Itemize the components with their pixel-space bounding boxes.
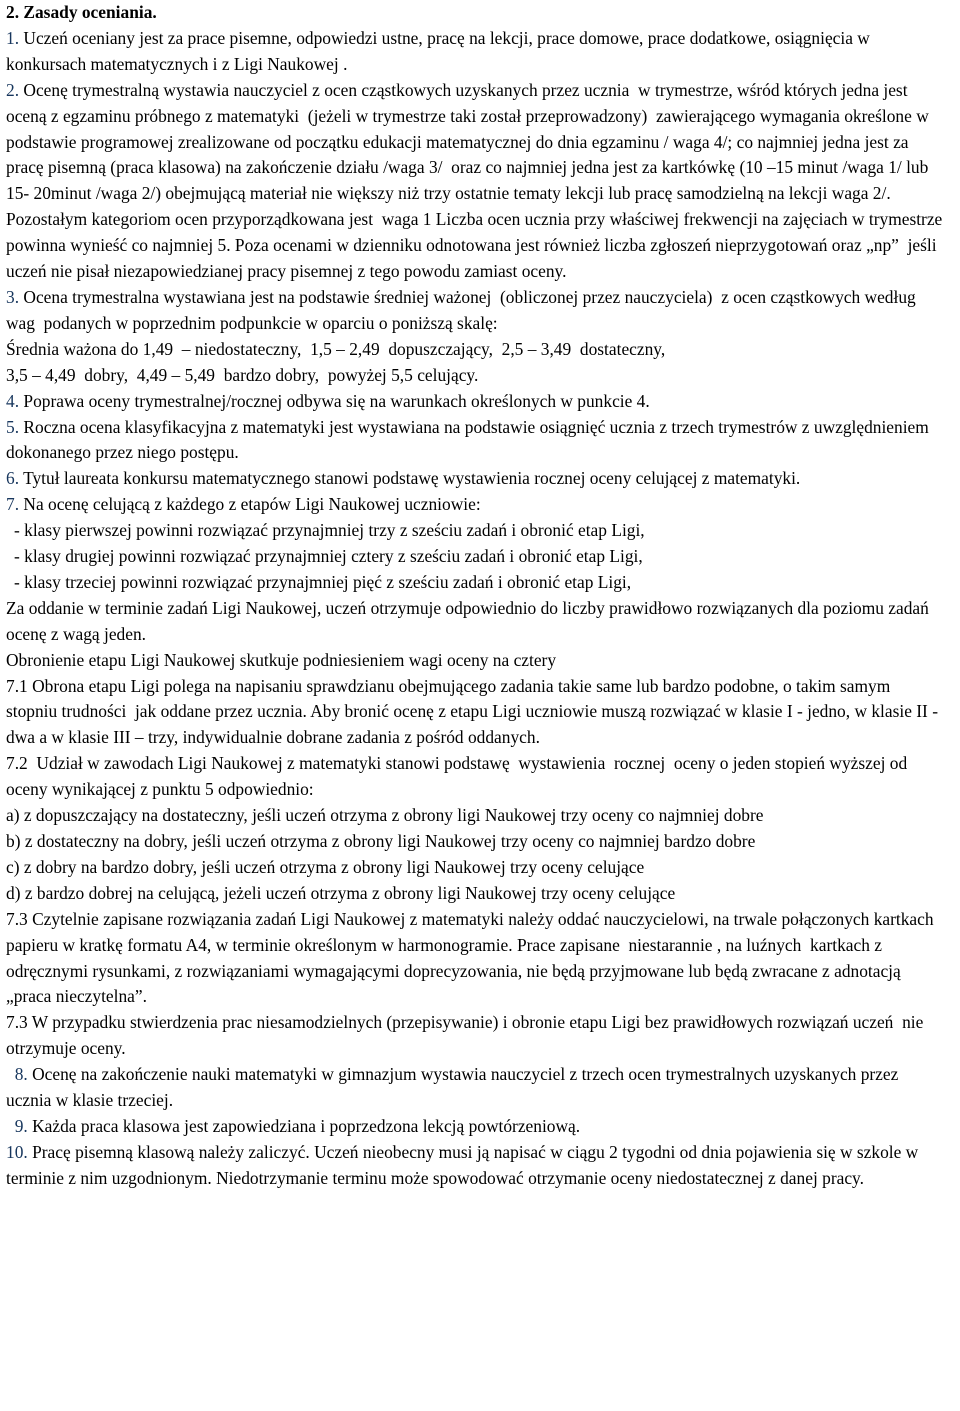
rule-5 [6,415,944,467]
section-heading: 2. Zasady oceniania. [6,2,157,22]
rule-1 [6,26,944,78]
rule-text: Pracę pisemną klasową należy zaliczyć. Uczeń nieobecny musi ją napisać w ciągu 2 tygodni od dnia pojawienia się w szkole w terminie z nim uzgodnionym. Niedotrzymanie terminu może spowodować otrzymanie oceny niedostatecznej z danej pracy. [6,1141,923,1188]
rule-number: 7. [6,494,20,515]
rule-text: Poprawa oceny trymestralnej/rocznej odbywa się na warunkach określonych w punkcie 4. [19,390,650,411]
paragraph-obronienie: Obronienie etapu Ligi Naukowej skutkuje podniesieniem wagi oceny na cztery [6,649,557,670]
rule-number: 3. [6,286,20,307]
rule-lead [6,1064,15,1084]
paragraph-7-3b: 7.3 W przypadku stwierdzenia prac niesamodzielnych (przepisywanie) i obronie etapu Ligi bez prawidłowych rozwiązań uczeń nie otrzymuje oceny. [6,1012,928,1059]
rule-text: Na ocenę celującą z każdego z etapów Ligi Naukowej uczniowie: [19,494,481,515]
rule-2 [6,78,947,285]
rule-number: 9. [14,1115,28,1136]
sub-item-a: a) z dopuszczający na dostateczny, jeśli uczeń otrzyma z obrony ligi Naukowej trzy oceny co najmniej dobre [6,805,764,826]
paragraph-oddanie: Za oddanie w terminie zadań Ligi Naukowej, uczeń otrzymuje odpowiednio do liczby prawidłowo rozwiązanych dla poziomu zadań ocenę z wagą jeden. [6,597,934,644]
rule-10 [6,1140,944,1192]
rule-lead [6,1116,15,1136]
rule-4 [6,389,944,415]
rule-text: Tytuł laureata konkursu matematycznego stanowi podstawę wystawienia rocznej oceny celującej z matematyki. [19,468,801,489]
bullet-item: - klasy trzeciej powinni rozwiązać przynajmniej pięć z sześciu zadań i obronić etap Ligi, [14,571,632,592]
rule-text: Ocenę trymestralną wystawia nauczyciel z ocen cząstkowych uzyskanych przez ucznia w trymestrze, wśród których jedna jest oceną z egzaminu próbnego z matematyki (jeżeli w trymestrze taki został przeprowadzony) zawierającego wymagania określone w podstawie programowej zrealizowane od początku edukacji matematycznej do dnia egzaminu / waga 4/; co najmniej jedna jest za pracę pisemną (praca klasowa) na zakończenie działu /waga 3/ oraz co najmniej jedna jest za kartkówkę (10 –15 minut /waga 1/ lub 15- 20minut /waga 2/) obejmującą materiał nie większy niż trzy ostatnie tematy lekcji lub pracę samodzielną na lekcji waga 2/. Pozostałym kategoriom ocen przyporządkowana jest waga 1 Liczba ocen ucznia przy właściwej frekwencji na zajęciach w trymestrze powinna wynieść co najmniej 5. Poza ocenami w dzienniku odnotowana jest również liczba zgłoszeń nieprzygotowań oraz „np” jeśli uczeń nie pisał niezapowiedzianej pracy pisemnej z tego powodu zamiast oceny. [6,79,947,282]
sub-item-c: c) z dobry na bardzo dobry, jeśli uczeń otrzyma z obrony ligi Naukowej trzy oceny celujące [6,856,645,877]
rule-number: 8. [14,1064,28,1085]
paragraph-7-2: 7.2 Udział w zawodach Ligi Naukowej z matematyki stanowi podstawę wystawienia rocznej oceny o jeden stopień wyższej od oceny wynikającej z punktu 5 odpowiednio: [6,753,912,800]
rule-8 [6,1062,944,1114]
rule-text: Ocenę na zakończenie nauki matematyki w gimnazjum wystawia nauczyciel z trzech ocen trymestralnych uzyskanych przez ucznia w klasie trzeciej. [6,1064,903,1111]
grade-scale-line-2: 3,5 – 4,49 dobry, 4,49 – 5,49 bardzo dobry, powyżej 5,5 celujący. [6,364,479,385]
rule-text: Każda praca klasowa jest zapowiedziana i poprzedzona lekcją powtórzeniową. [27,1115,581,1136]
paragraph-7-3a: 7.3 Czytelnie zapisane rozwiązania zadań Ligi Naukowej z matematyki należy oddać nauczycielowi, na trwale połączonych kartkach papieru w kratkę formatu A4, w terminie określonym w harmonogramie. Prace zapisane niestarannie , na luźnych kartkach z odręcznymi rysunkami, z rozwiązaniami wymagającymi doprecyzowania, nie będą przyjmowane lub będą zwracane z adnotacją „praca nieczytelna”. [6,908,938,1007]
rule-text: Uczeń oceniany jest za prace pisemne, odpowiedzi ustne, pracę na lekcji, prace domowe, prace dodatkowe, osiągnięcia w konkursach matematycznych i z Ligi Naukowej . [6,27,875,74]
rule-number: 5. [6,416,20,437]
rule-3 [6,285,944,337]
rule-number: 4. [6,390,20,411]
rule-number: 2. [6,79,20,100]
rule-number: 6. [6,468,20,489]
grade-scale-line-1: Średnia ważona do 1,49 – niedostateczny, 1,5 – 2,49 dopuszczający, 2,5 – 3,49 dostateczny, [6,338,666,359]
rule-text: Ocena trymestralna wystawiana jest na podstawie średniej ważonej (obliczonej przez nauczyciela) z ocen cząstkowych według wag podanych w poprzednim podpunkcie w oparciu o poniższą skalę: [6,286,921,333]
rule-6 [6,466,944,492]
rule-number: 10. [6,1141,28,1162]
rule-7 [6,492,944,518]
rule-9 [6,1114,944,1140]
sub-item-d: d) z bardzo dobrej na celującą, jeżeli uczeń otrzyma z obrony ligi Naukowej trzy oceny celujące [6,882,676,903]
rule-number: 1. [6,27,20,48]
bullet-item: - klasy pierwszej powinni rozwiązać przynajmniej trzy z sześciu zadań i obronić etap Ligi, [14,520,645,541]
sub-item-b: b) z dostateczny na dobry, jeśli uczeń otrzyma z obrony ligi Naukowej trzy oceny co najmniej bardzo dobre [6,831,756,851]
bullet-item: - klasy drugiej powinni rozwiązać przynajmniej cztery z sześciu zadań i obronić etap Ligi, [14,546,643,567]
rule-text: Roczna ocena klasyfikacyjna z matematyki jest wystawiana na podstawie osiągnięć ucznia z trzech trymestrów z uwzględnieniem dokonanego przez niego postępu. [6,416,934,463]
paragraph-7-1: 7.1 Obrona etapu Ligi polega na napisaniu sprawdzianu obejmującego zadania takie same lub bardzo podobne, o takim samym stopniu trudności jak oddane przez ucznia. Aby bronić ocenę z etapu Ligi uczniowie muszą rozwiązać w klasie I - jedno, w klasie II - dwa a w klasie III – trzy, indywidualnie dobrane zadania z pośród oddanych. [6,675,943,748]
